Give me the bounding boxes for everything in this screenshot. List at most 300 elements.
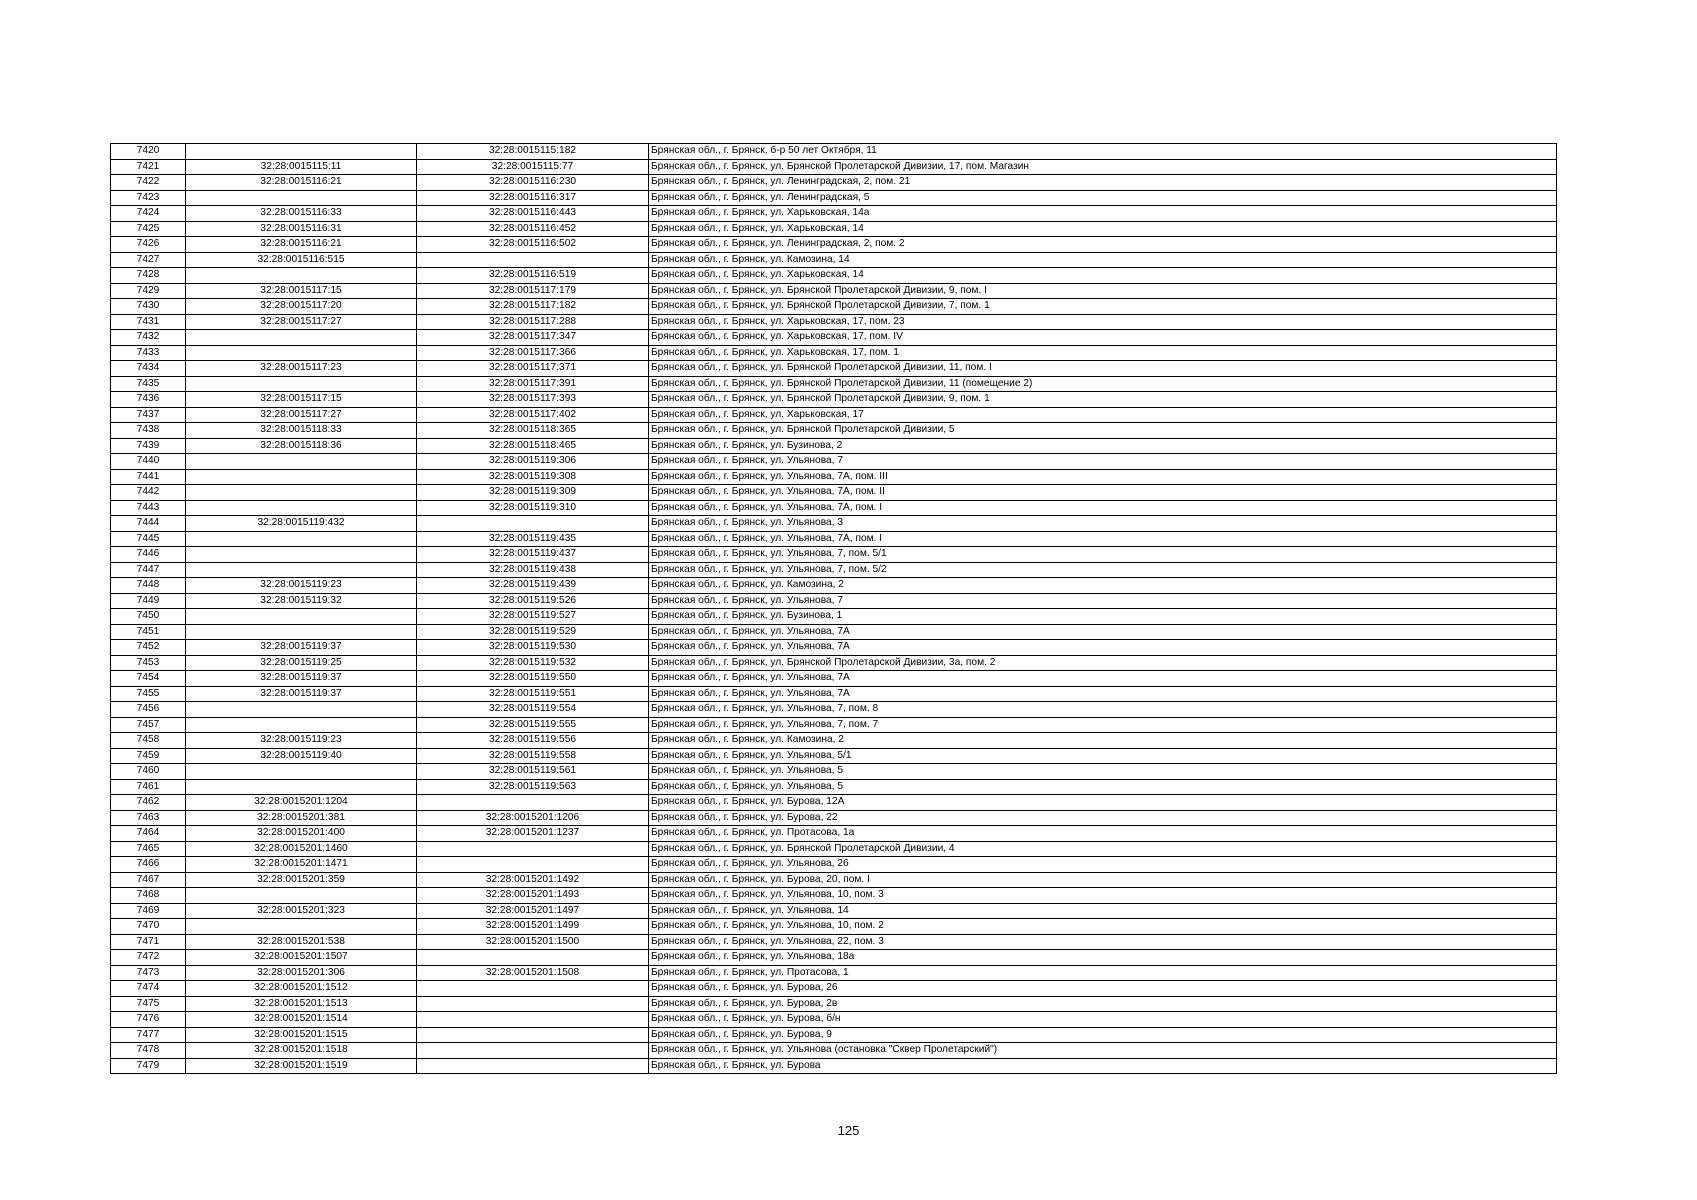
row-number-cell: 7427 bbox=[111, 252, 186, 268]
object-number-cell: 32:28:0015118:365 bbox=[417, 423, 649, 439]
object-number-cell: 32:28:0015119:558 bbox=[417, 748, 649, 764]
object-number-cell: 32:28:0015116:317 bbox=[417, 190, 649, 206]
address-cell: Брянская обл., г. Брянск, ул. Протасова, 1 bbox=[649, 965, 1557, 981]
table-row bbox=[111, 237, 1557, 253]
address-cell: Брянская обл., г. Брянск, ул. Брянской Пролетарской Дивизии, 17, пом. Магазин bbox=[649, 159, 1557, 175]
row-number-cell: 7444 bbox=[111, 516, 186, 532]
row-number-cell: 7423 bbox=[111, 190, 186, 206]
table-row bbox=[111, 919, 1557, 935]
object-number-cell: 32:28:0015115:182 bbox=[417, 144, 649, 160]
table-row bbox=[111, 810, 1557, 826]
row-number-cell: 7422 bbox=[111, 175, 186, 191]
parcel-number-cell: 32:28:0015119:37 bbox=[186, 640, 417, 656]
object-number-cell: 32:28:0015119:551 bbox=[417, 686, 649, 702]
table-row bbox=[111, 221, 1557, 237]
object-number-cell: 32:28:0015119:308 bbox=[417, 469, 649, 485]
object-number-cell: 32:28:0015119:306 bbox=[417, 454, 649, 470]
parcel-number-cell bbox=[186, 500, 417, 516]
object-number-cell: 32:28:0015116:230 bbox=[417, 175, 649, 191]
address-cell: Брянская обл., г. Брянск, ул. Бузинова, 2 bbox=[649, 438, 1557, 454]
table-row bbox=[111, 469, 1557, 485]
address-cell: Брянская обл., г. Брянск, ул. Ульянова, 22, пом. 3 bbox=[649, 934, 1557, 950]
object-number-cell: 32:28:0015119:530 bbox=[417, 640, 649, 656]
row-number-cell: 7461 bbox=[111, 779, 186, 795]
object-number-cell: 32:28:0015119:438 bbox=[417, 562, 649, 578]
row-number-cell: 7440 bbox=[111, 454, 186, 470]
address-cell: Брянская обл., г. Брянск, ул. Ульянова, 7, пом. 8 bbox=[649, 702, 1557, 718]
parcel-number-cell: 32:28:0015119:23 bbox=[186, 578, 417, 594]
table-row bbox=[111, 268, 1557, 284]
object-number-cell: 32:28:0015115:77 bbox=[417, 159, 649, 175]
table-row bbox=[111, 934, 1557, 950]
table-row bbox=[111, 903, 1557, 919]
table-row bbox=[111, 376, 1557, 392]
address-cell: Брянская обл., г. Брянск, ул. Ульянова (остановка "Сквер Пролетарский") bbox=[649, 1043, 1557, 1059]
row-number-cell: 7435 bbox=[111, 376, 186, 392]
object-number-cell: 32:28:0015119:554 bbox=[417, 702, 649, 718]
object-number-cell: 32:28:0015116:443 bbox=[417, 206, 649, 222]
address-cell: Брянская обл., г. Брянск, ул. Ульянова, 10, пом. 2 bbox=[649, 919, 1557, 935]
row-number-cell: 7466 bbox=[111, 857, 186, 873]
object-number-cell: 32:28:0015117:182 bbox=[417, 299, 649, 315]
parcel-number-cell: 32:28:0015201:1512 bbox=[186, 981, 417, 997]
address-cell: Брянская обл., г. Брянск, ул. Бурова, 22 bbox=[649, 810, 1557, 826]
parcel-number-cell: 32:28:0015201:359 bbox=[186, 872, 417, 888]
object-number-cell: 32:28:0015119:439 bbox=[417, 578, 649, 594]
row-number-cell: 7477 bbox=[111, 1027, 186, 1043]
table-row bbox=[111, 330, 1557, 346]
address-cell: Брянская обл., г. Брянск, ул. Протасова, 1а bbox=[649, 826, 1557, 842]
object-number-cell bbox=[417, 950, 649, 966]
table-row bbox=[111, 686, 1557, 702]
row-number-cell: 7421 bbox=[111, 159, 186, 175]
object-number-cell: 32:28:0015119:309 bbox=[417, 485, 649, 501]
row-number-cell: 7462 bbox=[111, 795, 186, 811]
row-number-cell: 7439 bbox=[111, 438, 186, 454]
address-cell: Брянская обл., г. Брянск, ул. Брянской Пролетарской Дивизии, 7, пом. 1 bbox=[649, 299, 1557, 315]
table-row bbox=[111, 206, 1557, 222]
row-number-cell: 7428 bbox=[111, 268, 186, 284]
row-number-cell: 7434 bbox=[111, 361, 186, 377]
address-cell: Брянская обл., г. Брянск, ул. Ульянова, 26 bbox=[649, 857, 1557, 873]
address-cell: Брянская обл., г. Брянск, ул. Ульянова, 7А, пом. II bbox=[649, 485, 1557, 501]
table-row bbox=[111, 965, 1557, 981]
row-number-cell: 7425 bbox=[111, 221, 186, 237]
address-cell: Брянская обл., г. Брянск, ул. Харьковская, 17 bbox=[649, 407, 1557, 423]
address-cell: Брянская обл., г. Брянск, ул. Ульянова, 3 bbox=[649, 516, 1557, 532]
table-row bbox=[111, 857, 1557, 873]
row-number-cell: 7460 bbox=[111, 764, 186, 780]
row-number-cell: 7430 bbox=[111, 299, 186, 315]
object-number-cell: 32:28:0015117:371 bbox=[417, 361, 649, 377]
address-cell: Брянская обл., г. Брянск, ул. Ленинградская, 2, пом. 2 bbox=[649, 237, 1557, 253]
table-row bbox=[111, 516, 1557, 532]
table-row bbox=[111, 717, 1557, 733]
parcel-number-cell: 32:28:0015201:1471 bbox=[186, 857, 417, 873]
address-cell: Брянская обл., г. Брянск, ул. Ульянова, 7А bbox=[649, 686, 1557, 702]
row-number-cell: 7471 bbox=[111, 934, 186, 950]
table-row bbox=[111, 175, 1557, 191]
row-number-cell: 7469 bbox=[111, 903, 186, 919]
object-number-cell: 32:28:0015119:532 bbox=[417, 655, 649, 671]
table-row bbox=[111, 640, 1557, 656]
object-number-cell: 32:28:0015119:310 bbox=[417, 500, 649, 516]
table-row bbox=[111, 593, 1557, 609]
object-number-cell: 32:28:0015119:529 bbox=[417, 624, 649, 640]
address-cell: Брянская обл., г. Брянск, ул. Бурова, 20, пом. I bbox=[649, 872, 1557, 888]
object-number-cell: 32:28:0015119:550 bbox=[417, 671, 649, 687]
parcel-number-cell: 32:28:0015116:31 bbox=[186, 221, 417, 237]
object-number-cell: 32:28:0015119:435 bbox=[417, 531, 649, 547]
address-cell: Брянская обл., г. Брянск, ул. Харьковская, 17, пом. 23 bbox=[649, 314, 1557, 330]
table-row bbox=[111, 764, 1557, 780]
table-row bbox=[111, 531, 1557, 547]
table-row bbox=[111, 438, 1557, 454]
row-number-cell: 7445 bbox=[111, 531, 186, 547]
parcel-number-cell bbox=[186, 919, 417, 935]
table-row bbox=[111, 624, 1557, 640]
address-cell: Брянская обл., г. Брянск, ул. Ульянова, 7А bbox=[649, 671, 1557, 687]
parcel-number-cell: 32:28:0015201:306 bbox=[186, 965, 417, 981]
row-number-cell: 7476 bbox=[111, 1012, 186, 1028]
row-number-cell: 7467 bbox=[111, 872, 186, 888]
object-number-cell: 32:28:0015119:527 bbox=[417, 609, 649, 625]
row-number-cell: 7443 bbox=[111, 500, 186, 516]
object-number-cell bbox=[417, 841, 649, 857]
address-cell: Брянская обл., г. Брянск, ул. Брянской Пролетарской Дивизии, 9, пом. 1 bbox=[649, 392, 1557, 408]
parcel-number-cell bbox=[186, 702, 417, 718]
table-row bbox=[111, 252, 1557, 268]
parcel-number-cell: 32:28:0015116:515 bbox=[186, 252, 417, 268]
parcel-number-cell: 32:28:0015201:323 bbox=[186, 903, 417, 919]
address-cell: Брянская обл., г. Брянск, ул. Камозина, 2 bbox=[649, 733, 1557, 749]
row-number-cell: 7433 bbox=[111, 345, 186, 361]
row-number-cell: 7478 bbox=[111, 1043, 186, 1059]
address-cell: Брянская обл., г. Брянск, ул. Ульянова, 18а bbox=[649, 950, 1557, 966]
parcel-number-cell: 32:28:0015117:23 bbox=[186, 361, 417, 377]
object-number-cell bbox=[417, 857, 649, 873]
object-number-cell: 32:28:0015116:519 bbox=[417, 268, 649, 284]
row-number-cell: 7474 bbox=[111, 981, 186, 997]
row-number-cell: 7454 bbox=[111, 671, 186, 687]
parcel-number-cell bbox=[186, 144, 417, 160]
parcel-number-cell bbox=[186, 345, 417, 361]
parcel-number-cell: 32:28:0015116:21 bbox=[186, 175, 417, 191]
address-cell: Брянская обл., г. Брянск, ул. Бузинова, 1 bbox=[649, 609, 1557, 625]
address-cell: Брянская обл., г. Брянск, ул. Бурова, 2в bbox=[649, 996, 1557, 1012]
table-row bbox=[111, 872, 1557, 888]
row-number-cell: 7453 bbox=[111, 655, 186, 671]
address-cell: Брянская обл., г. Брянск, ул. Брянской Пролетарской Дивизии, 9, пом. I bbox=[649, 283, 1557, 299]
object-number-cell bbox=[417, 1027, 649, 1043]
parcel-number-cell bbox=[186, 268, 417, 284]
object-number-cell: 32:28:0015117:366 bbox=[417, 345, 649, 361]
parcel-number-cell bbox=[186, 779, 417, 795]
row-number-cell: 7457 bbox=[111, 717, 186, 733]
row-number-cell: 7429 bbox=[111, 283, 186, 299]
parcel-number-cell: 32:28:0015117:15 bbox=[186, 392, 417, 408]
address-cell: Брянская обл., г. Брянск, ул. Харьковская, 14а bbox=[649, 206, 1557, 222]
object-number-cell bbox=[417, 1058, 649, 1074]
parcel-number-cell: 32:28:0015201:538 bbox=[186, 934, 417, 950]
parcel-number-cell bbox=[186, 330, 417, 346]
address-cell: Брянская обл., г. Брянск, ул. Ульянова, 7А bbox=[649, 624, 1557, 640]
row-number-cell: 7475 bbox=[111, 996, 186, 1012]
address-cell: Брянская обл., г. Брянск, ул. Ульянова, 7А bbox=[649, 640, 1557, 656]
parcel-number-cell: 32:28:0015117:15 bbox=[186, 283, 417, 299]
address-cell: Брянская обл., г. Брянск, ул. Харьковская, 17, пом. 1 bbox=[649, 345, 1557, 361]
address-cell: Брянская обл., г. Брянск, ул. Бурова, 9 bbox=[649, 1027, 1557, 1043]
address-cell: Брянская обл., г. Брянск, ул. Брянской Пролетарской Дивизии, 4 bbox=[649, 841, 1557, 857]
address-cell: Брянская обл., г. Брянск, ул. Харьковская, 14 bbox=[649, 221, 1557, 237]
table-row bbox=[111, 578, 1557, 594]
row-number-cell: 7449 bbox=[111, 593, 186, 609]
row-number-cell: 7438 bbox=[111, 423, 186, 439]
parcel-number-cell: 32:28:0015201:1204 bbox=[186, 795, 417, 811]
cadastral-table bbox=[110, 143, 1557, 1074]
table-row bbox=[111, 190, 1557, 206]
address-cell: Брянская обл., г. Брянск, ул. Ульянова, 7, пом. 5/2 bbox=[649, 562, 1557, 578]
object-number-cell: 32:28:0015119:437 bbox=[417, 547, 649, 563]
table-row bbox=[111, 562, 1557, 578]
table-row bbox=[111, 1012, 1557, 1028]
address-cell: Брянская обл., г. Брянск, ул. Харьковская, 14 bbox=[649, 268, 1557, 284]
parcel-number-cell bbox=[186, 562, 417, 578]
table-row bbox=[111, 655, 1557, 671]
parcel-number-cell: 32:28:0015201:1515 bbox=[186, 1027, 417, 1043]
row-number-cell: 7456 bbox=[111, 702, 186, 718]
table-row bbox=[111, 779, 1557, 795]
parcel-number-cell bbox=[186, 531, 417, 547]
table-row bbox=[111, 500, 1557, 516]
address-cell: Брянская обл., г. Брянск, ул. Ульянова, 5 bbox=[649, 764, 1557, 780]
address-cell: Брянская обл., г. Брянск, ул. Ульянова, 14 bbox=[649, 903, 1557, 919]
row-number-cell: 7464 bbox=[111, 826, 186, 842]
parcel-number-cell bbox=[186, 190, 417, 206]
table-row bbox=[111, 841, 1557, 857]
row-number-cell: 7473 bbox=[111, 965, 186, 981]
object-number-cell: 32:28:0015117:402 bbox=[417, 407, 649, 423]
parcel-number-cell: 32:28:0015201:1507 bbox=[186, 950, 417, 966]
table-row bbox=[111, 748, 1557, 764]
parcel-number-cell bbox=[186, 764, 417, 780]
address-cell: Брянская обл., г. Брянск, ул. Ленинградская, 5 bbox=[649, 190, 1557, 206]
parcel-number-cell bbox=[186, 376, 417, 392]
row-number-cell: 7459 bbox=[111, 748, 186, 764]
table-row bbox=[111, 547, 1557, 563]
object-number-cell: 32:28:0015119:563 bbox=[417, 779, 649, 795]
row-number-cell: 7437 bbox=[111, 407, 186, 423]
parcel-number-cell: 32:28:0015117:27 bbox=[186, 407, 417, 423]
parcel-number-cell: 32:28:0015119:32 bbox=[186, 593, 417, 609]
row-number-cell: 7426 bbox=[111, 237, 186, 253]
object-number-cell: 32:28:0015201:1499 bbox=[417, 919, 649, 935]
address-cell: Брянская обл., г. Брянск, ул. Брянской Пролетарской Дивизии, 5 bbox=[649, 423, 1557, 439]
object-number-cell: 32:28:0015201:1206 bbox=[417, 810, 649, 826]
address-cell: Брянская обл., г. Брянск, ул. Брянской Пролетарской Дивизии, 11 (помещение 2) bbox=[649, 376, 1557, 392]
table-row bbox=[111, 981, 1557, 997]
object-number-cell bbox=[417, 516, 649, 532]
table-row bbox=[111, 345, 1557, 361]
row-number-cell: 7436 bbox=[111, 392, 186, 408]
row-number-cell: 7470 bbox=[111, 919, 186, 935]
row-number-cell: 7458 bbox=[111, 733, 186, 749]
parcel-number-cell bbox=[186, 717, 417, 733]
parcel-number-cell: 32:28:0015119:25 bbox=[186, 655, 417, 671]
object-number-cell: 32:28:0015201:1237 bbox=[417, 826, 649, 842]
table-row bbox=[111, 407, 1557, 423]
parcel-number-cell: 32:28:0015115:11 bbox=[186, 159, 417, 175]
address-cell: Брянская обл., г. Брянск, ул. Камозина, 14 bbox=[649, 252, 1557, 268]
parcel-number-cell: 32:28:0015118:36 bbox=[186, 438, 417, 454]
address-cell: Брянская обл., г. Брянск, ул. Харьковская, 17, пом. IV bbox=[649, 330, 1557, 346]
table-row bbox=[111, 996, 1557, 1012]
parcel-number-cell: 32:28:0015201:1518 bbox=[186, 1043, 417, 1059]
object-number-cell: 32:28:0015201:1508 bbox=[417, 965, 649, 981]
row-number-cell: 7468 bbox=[111, 888, 186, 904]
parcel-number-cell bbox=[186, 547, 417, 563]
parcel-number-cell: 32:28:0015119:23 bbox=[186, 733, 417, 749]
table-body bbox=[111, 144, 1557, 1074]
parcel-number-cell: 32:28:0015116:21 bbox=[186, 237, 417, 253]
row-number-cell: 7448 bbox=[111, 578, 186, 594]
parcel-number-cell bbox=[186, 454, 417, 470]
row-number-cell: 7431 bbox=[111, 314, 186, 330]
table-row bbox=[111, 299, 1557, 315]
table-row bbox=[111, 485, 1557, 501]
object-number-cell bbox=[417, 252, 649, 268]
parcel-number-cell: 32:28:0015119:37 bbox=[186, 686, 417, 702]
table-row bbox=[111, 392, 1557, 408]
table-row bbox=[111, 826, 1557, 842]
parcel-number-cell: 32:28:0015116:33 bbox=[186, 206, 417, 222]
table-row bbox=[111, 671, 1557, 687]
address-cell: Брянская обл., г. Брянск, ул. Бурова, 26 bbox=[649, 981, 1557, 997]
table-row bbox=[111, 144, 1557, 160]
row-number-cell: 7432 bbox=[111, 330, 186, 346]
table-row bbox=[111, 888, 1557, 904]
object-number-cell bbox=[417, 996, 649, 1012]
object-number-cell bbox=[417, 1012, 649, 1028]
parcel-number-cell: 32:28:0015201:1460 bbox=[186, 841, 417, 857]
parcel-number-cell bbox=[186, 485, 417, 501]
parcel-number-cell: 32:28:0015117:20 bbox=[186, 299, 417, 315]
row-number-cell: 7472 bbox=[111, 950, 186, 966]
address-cell: Брянская обл., г. Брянск, ул. Бурова, б/н bbox=[649, 1012, 1557, 1028]
table-row bbox=[111, 1027, 1557, 1043]
parcel-number-cell: 32:28:0015201:1514 bbox=[186, 1012, 417, 1028]
address-cell: Брянская обл., г. Брянск, ул. Ульянова, 7, пом. 5/1 bbox=[649, 547, 1557, 563]
table-row bbox=[111, 423, 1557, 439]
address-cell: Брянская обл., г. Брянск, ул. Ульянова, 7А, пом. III bbox=[649, 469, 1557, 485]
row-number-cell: 7442 bbox=[111, 485, 186, 501]
address-cell: Брянская обл., г. Брянск, ул. Брянской Пролетарской Дивизии, 3а, пом. 2 bbox=[649, 655, 1557, 671]
parcel-number-cell: 32:28:0015201:1519 bbox=[186, 1058, 417, 1074]
table-row bbox=[111, 361, 1557, 377]
object-number-cell: 32:28:0015117:393 bbox=[417, 392, 649, 408]
page-number: 125 bbox=[837, 1123, 860, 1138]
table-row bbox=[111, 950, 1557, 966]
parcel-number-cell bbox=[186, 609, 417, 625]
parcel-number-cell: 32:28:0015118:33 bbox=[186, 423, 417, 439]
parcel-number-cell: 32:28:0015201:400 bbox=[186, 826, 417, 842]
address-cell: Брянская обл., г. Брянск, ул. Ульянова, 5/1 bbox=[649, 748, 1557, 764]
parcel-number-cell bbox=[186, 469, 417, 485]
object-number-cell: 32:28:0015119:561 bbox=[417, 764, 649, 780]
row-number-cell: 7420 bbox=[111, 144, 186, 160]
address-cell: Брянская обл., г. Брянск, ул. Ульянова, 7А, пом. I bbox=[649, 531, 1557, 547]
parcel-number-cell bbox=[186, 888, 417, 904]
row-number-cell: 7455 bbox=[111, 686, 186, 702]
table-row bbox=[111, 702, 1557, 718]
row-number-cell: 7452 bbox=[111, 640, 186, 656]
address-cell: Брянская обл., г. Брянск, ул. Ульянова, 7, пом. 7 bbox=[649, 717, 1557, 733]
row-number-cell: 7479 bbox=[111, 1058, 186, 1074]
object-number-cell: 32:28:0015118:465 bbox=[417, 438, 649, 454]
row-number-cell: 7446 bbox=[111, 547, 186, 563]
table-row bbox=[111, 795, 1557, 811]
object-number-cell: 32:28:0015117:347 bbox=[417, 330, 649, 346]
object-number-cell bbox=[417, 981, 649, 997]
object-number-cell: 32:28:0015119:555 bbox=[417, 717, 649, 733]
object-number-cell: 32:28:0015119:526 bbox=[417, 593, 649, 609]
address-cell: Брянская обл., г. Брянск, ул. Бурова bbox=[649, 1058, 1557, 1074]
row-number-cell: 7463 bbox=[111, 810, 186, 826]
parcel-number-cell: 32:28:0015119:432 bbox=[186, 516, 417, 532]
address-cell: Брянская обл., г. Брянск, ул. Ульянова, 10, пом. 3 bbox=[649, 888, 1557, 904]
row-number-cell: 7450 bbox=[111, 609, 186, 625]
object-number-cell bbox=[417, 795, 649, 811]
object-number-cell: 32:28:0015201:1492 bbox=[417, 872, 649, 888]
table-row bbox=[111, 1058, 1557, 1074]
parcel-number-cell: 32:28:0015201:1513 bbox=[186, 996, 417, 1012]
address-cell: Брянская обл., г. Брянск, ул. Ульянова, 7 bbox=[649, 593, 1557, 609]
row-number-cell: 7424 bbox=[111, 206, 186, 222]
row-number-cell: 7451 bbox=[111, 624, 186, 640]
object-number-cell: 32:28:0015201:1493 bbox=[417, 888, 649, 904]
parcel-number-cell: 32:28:0015119:40 bbox=[186, 748, 417, 764]
object-number-cell: 32:28:0015117:391 bbox=[417, 376, 649, 392]
table-row bbox=[111, 314, 1557, 330]
table-row bbox=[111, 283, 1557, 299]
object-number-cell: 32:28:0015116:452 bbox=[417, 221, 649, 237]
object-number-cell: 32:28:0015116:502 bbox=[417, 237, 649, 253]
address-cell: Брянская обл., г. Брянск, ул. Камозина, 2 bbox=[649, 578, 1557, 594]
row-number-cell: 7447 bbox=[111, 562, 186, 578]
object-number-cell: 32:28:0015117:288 bbox=[417, 314, 649, 330]
object-number-cell: 32:28:0015201:1497 bbox=[417, 903, 649, 919]
table-row bbox=[111, 609, 1557, 625]
object-number-cell: 32:28:0015119:556 bbox=[417, 733, 649, 749]
table-row bbox=[111, 1043, 1557, 1059]
object-number-cell: 32:28:0015201:1500 bbox=[417, 934, 649, 950]
parcel-number-cell: 32:28:0015119:37 bbox=[186, 671, 417, 687]
table-row bbox=[111, 454, 1557, 470]
object-number-cell: 32:28:0015117:179 bbox=[417, 283, 649, 299]
row-number-cell: 7441 bbox=[111, 469, 186, 485]
address-cell: Брянская обл., г. Брянск, ул. Бурова, 12А bbox=[649, 795, 1557, 811]
address-cell: Брянская обл., г. Брянск, ул. Ульянова, 7А, пом. I bbox=[649, 500, 1557, 516]
address-cell: Брянская обл., г. Брянск, б-р 50 лет Октября, 11 bbox=[649, 144, 1557, 160]
address-cell: Брянская обл., г. Брянск, ул. Ульянова, 5 bbox=[649, 779, 1557, 795]
parcel-number-cell bbox=[186, 624, 417, 640]
object-number-cell bbox=[417, 1043, 649, 1059]
address-cell: Брянская обл., г. Брянск, ул. Ульянова, 7 bbox=[649, 454, 1557, 470]
parcel-number-cell: 32:28:0015201:381 bbox=[186, 810, 417, 826]
row-number-cell: 7465 bbox=[111, 841, 186, 857]
parcel-number-cell: 32:28:0015117:27 bbox=[186, 314, 417, 330]
address-cell: Брянская обл., г. Брянск, ул. Брянской Пролетарской Дивизии, 11, пом. I bbox=[649, 361, 1557, 377]
